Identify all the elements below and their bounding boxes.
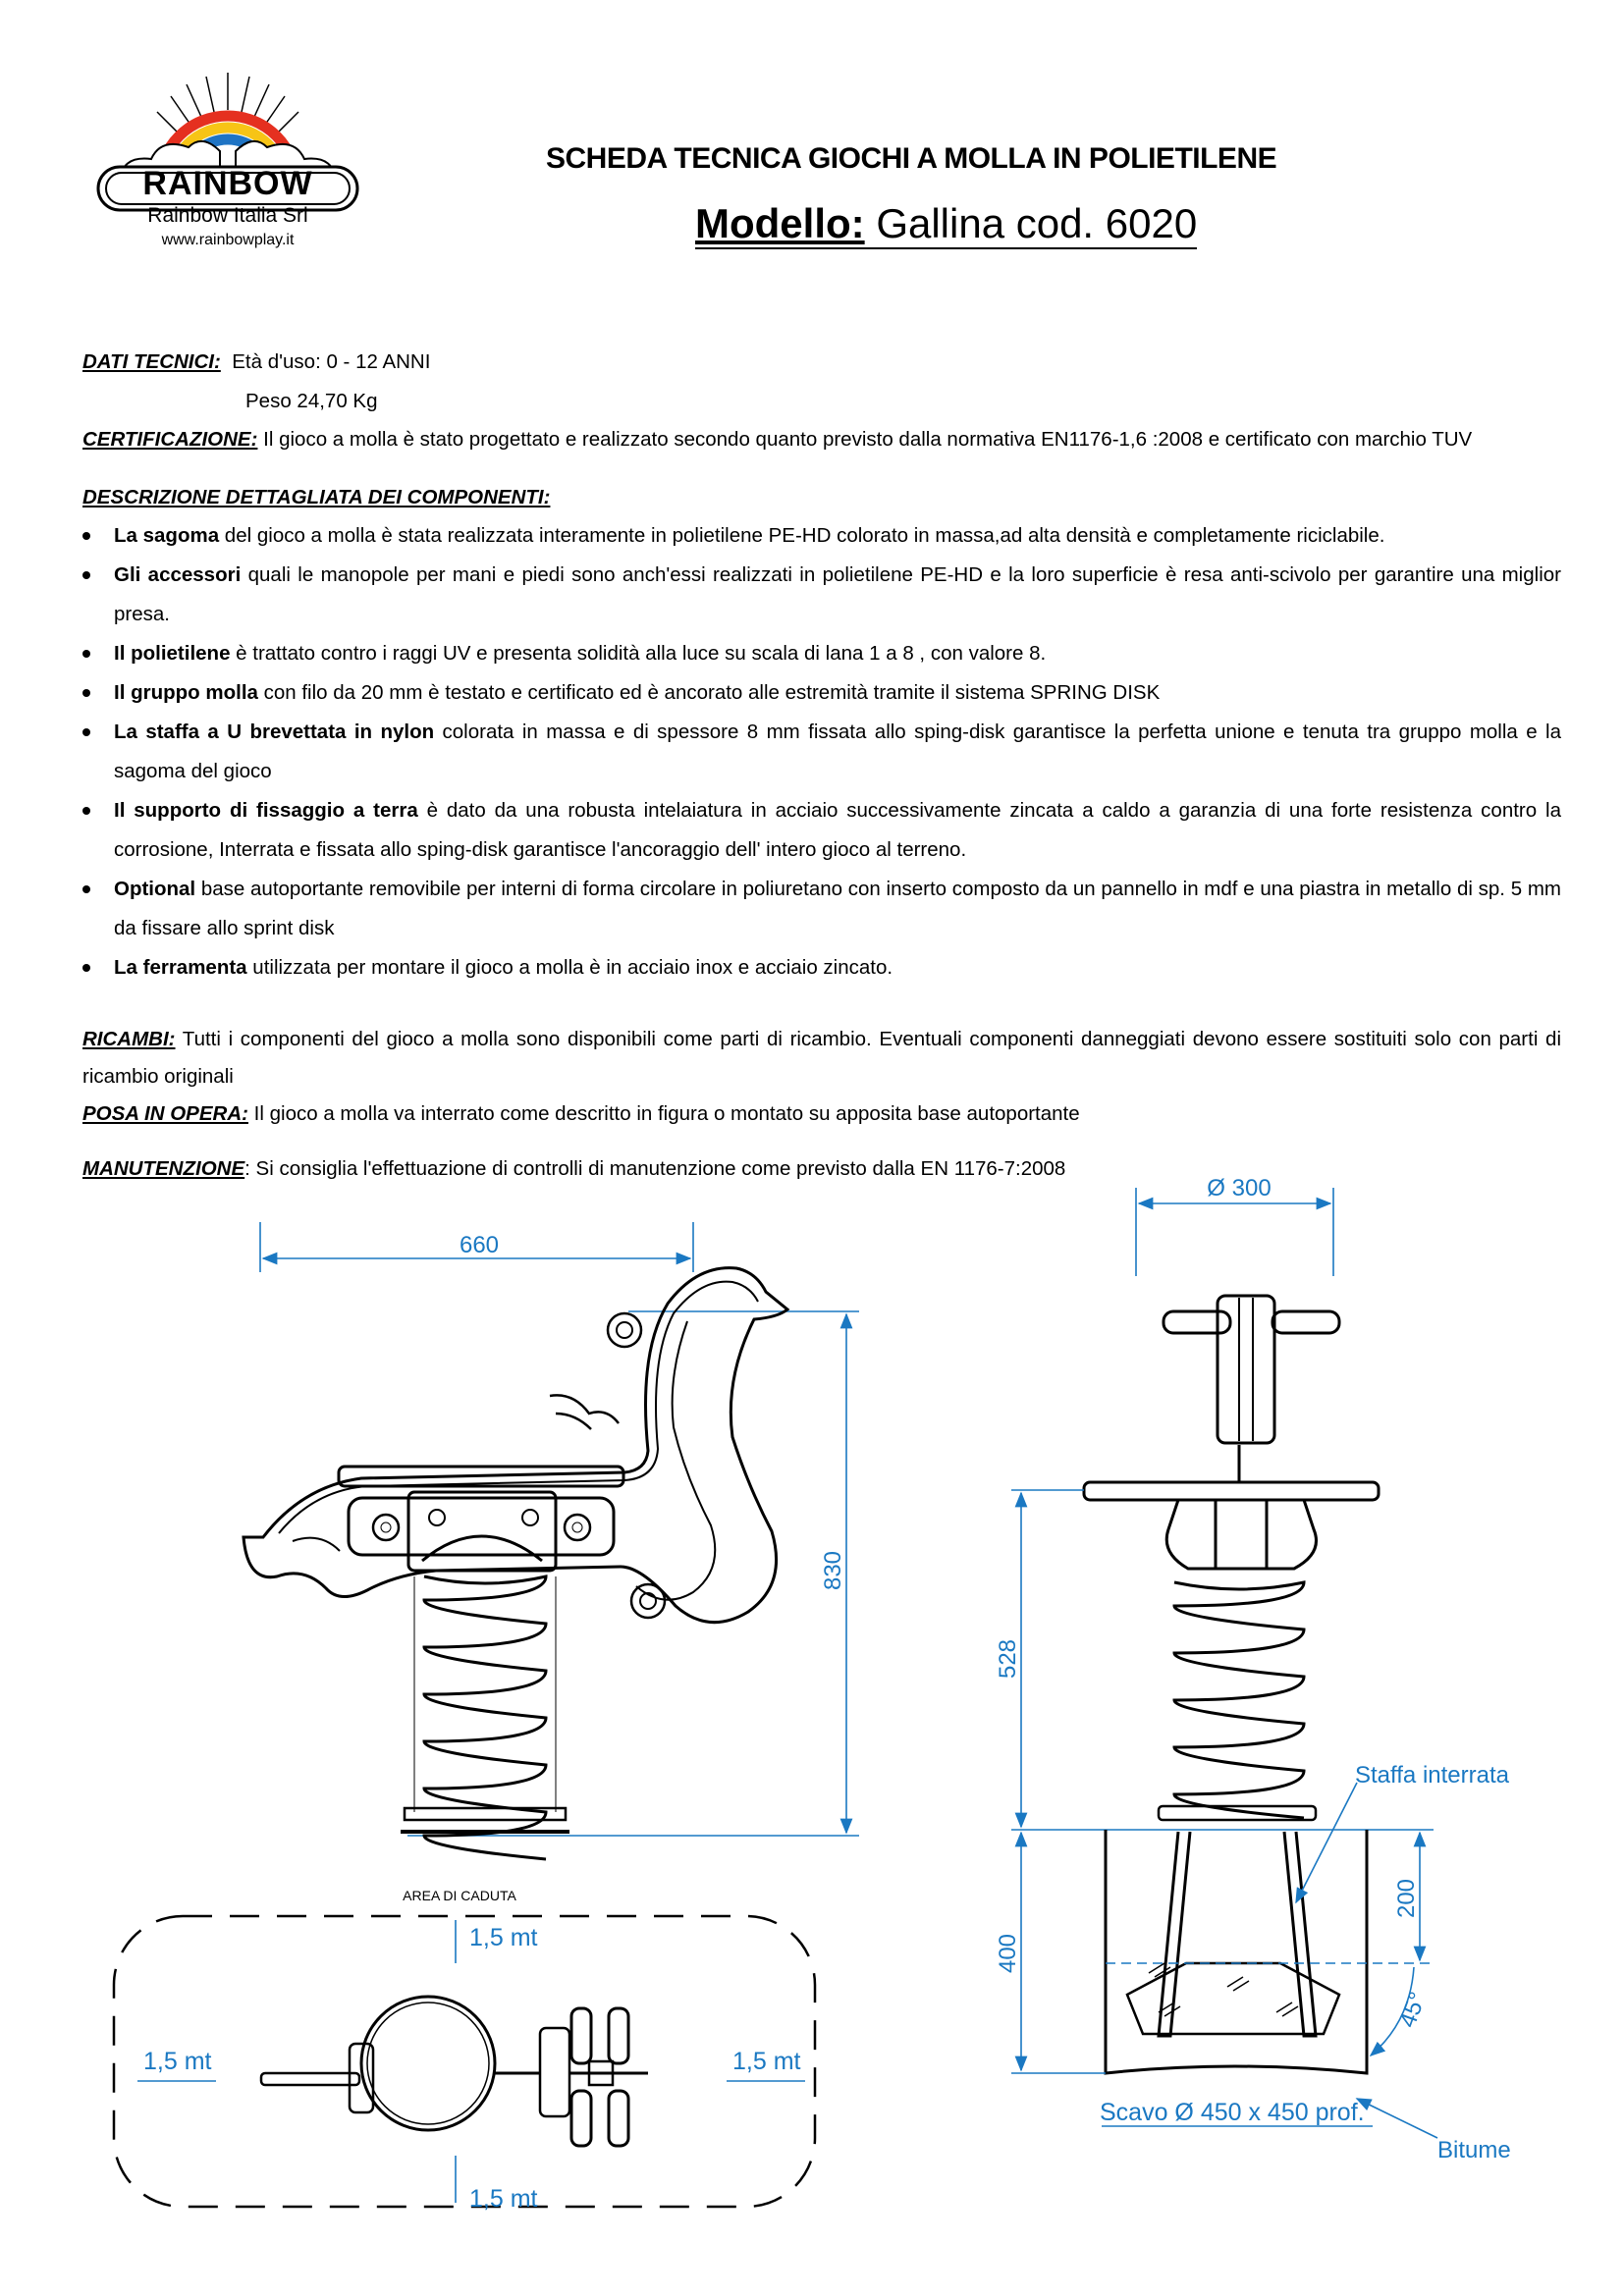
front-view-drawing — [995, 1175, 1511, 2163]
area-title: AREA DI CADUTA — [403, 1888, 516, 1903]
area-top-label: 1,5 mt — [469, 1924, 538, 1951]
list-item: La staffa a U brevettata in nylon colorata in massa e di spessore 8 mm fissata allo sping-disk garantisce la perfetta unione e tenuta tra gruppo molla e la sagoma del gioco — [79, 713, 1561, 791]
area-right-label: 1,5 mt — [732, 2048, 801, 2075]
depth-dimension: 400 — [995, 1933, 1021, 1974]
model-label: Modello: — [695, 200, 865, 246]
angle-dimension: 45° — [1394, 1988, 1432, 2032]
logo-website: www.rainbowplay.it — [161, 232, 295, 248]
page-title: SCHEDA TECNICA GIOCHI A MOLLA IN POLIETILENE — [546, 142, 1277, 175]
spring-height-dimension: 528 — [995, 1638, 1021, 1680]
manutenzione-text: : Si consiglia l'effettuazione di controlli di manutenzione come previsto dalla EN 1176-7:2008 — [244, 1157, 1066, 1180]
posa-text: Il gioco a molla va interrato come descritto in figura o montato su apposita base autoportante — [247, 1102, 1080, 1125]
list-item: Il supporto di fissaggio a terra è dato da una robusta intelaiatura in acciaio successivamente zincata a caldo a garanzia di una forte resistenza contro la corrosione, Interrata e fissata allo sping-disk garantisce l'ancoraggio dell' intero gioco al terreno. — [79, 791, 1561, 870]
width-dimension: 660 — [459, 1232, 500, 1258]
certificazione-label: CERTIFICAZIONE: — [82, 428, 258, 451]
list-item: Optional base autoportante removibile per interni di forma circolare in poliuretano con inserto composto da un pannello in mdf e una piastra in metallo di sp. 5 mm da fissare allo sprint disk — [79, 870, 1561, 948]
list-item: La ferramenta utilizzata per montare il gioco a molla è in acciaio inox e acciaio zincato. — [79, 948, 1561, 988]
model-value: Gallina cod. 6020 — [876, 200, 1198, 246]
logo-brand: RAINBOW — [142, 165, 313, 202]
descrizione-label: DESCRIZIONE DETTAGLIATA DEI COMPONENTI: — [82, 486, 551, 508]
area-left-label: 1,5 mt — [143, 2048, 212, 2075]
staffa-depth-dimension: 200 — [1393, 1878, 1420, 1919]
list-item: Gli accessori quali le manopole per mani e piedi sono anch'essi realizzati in polietilene PE-HD e la loro superficie è resa anti-scivolo per garantire una miglior presa. — [79, 556, 1561, 634]
diameter-dimension: Ø 300 — [1207, 1175, 1272, 1201]
peso: Peso 24,70 Kg — [245, 390, 378, 412]
ricambi-label: RICAMBI: — [82, 1028, 176, 1050]
bitume-label: Bitume — [1437, 2137, 1511, 2163]
posa-label: POSA IN OPERA: — [82, 1102, 248, 1125]
area-bottom-label: 1,5 mt — [469, 2185, 538, 2213]
side-view-drawing — [244, 1222, 859, 1859]
staffa-label: Staffa interrata — [1355, 1762, 1509, 1789]
scavo-label: Scavo Ø 450 x 450 prof. — [1100, 2099, 1365, 2126]
manutenzione-label: MANUTENZIONE — [82, 1157, 245, 1180]
dati-tecnici-label: DATI TECNICI: — [82, 350, 221, 373]
height-dimension: 830 — [820, 1550, 846, 1591]
eta-uso: Età d'uso: 0 - 12 ANNI — [232, 350, 431, 373]
list-item: Il gruppo molla con filo da 20 mm è testato e certificato ed è ancorato alle estremità tramite il sistema SPRING DISK — [79, 673, 1561, 713]
safety-area-drawing — [114, 1888, 815, 2213]
certificazione-text: Il gioco a molla è stato progettato e realizzato secondo quanto previsto dalla normativa EN1176-1,6 :2008 e certificato con marchio TUV — [263, 428, 1473, 451]
ricambi-text: Tutti i componenti del gioco a molla sono disponibili come parti di ricambio. Eventuali componenti danneggiati devono essere sostituiti solo con parti di ricambio originali — [82, 1028, 1561, 1088]
list-item: Il polietilene è trattato contro i raggi UV e presenta solidità alla luce su scala di lana 1 a 8 , con valore 8. — [79, 634, 1561, 673]
logo-company: Rainbow Italia Srl — [147, 204, 308, 227]
list-item: La sagoma del gioco a molla è stata realizzata interamente in polietilene PE-HD colorato in massa,ad alta densità e completamente riciclabile. — [79, 516, 1561, 556]
